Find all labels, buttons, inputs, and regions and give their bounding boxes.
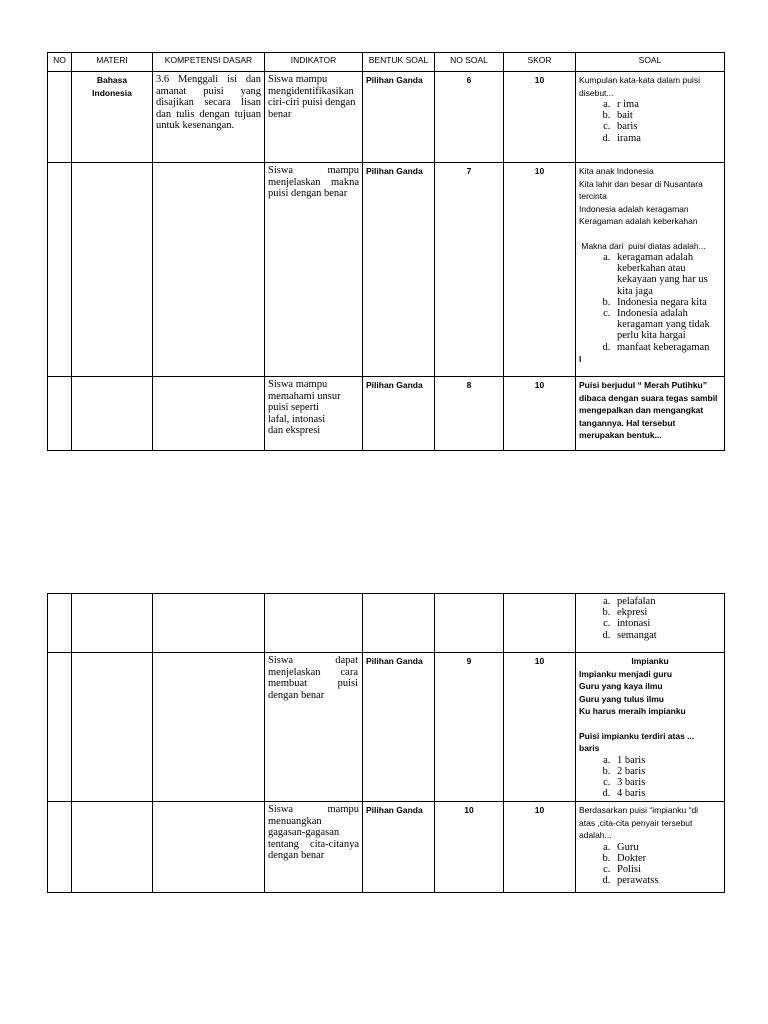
cell-soal [576, 377, 725, 451]
header-bentuk-soal: BENTUK SOAL [363, 53, 435, 72]
cell-materi [72, 594, 153, 653]
poem-line: tercinta [579, 191, 607, 201]
header-indikator: INDIKATOR [265, 53, 363, 72]
poem-line: Kita lahir dan besar di Nusantara [579, 178, 703, 189]
answer-options [579, 596, 721, 641]
answer-option: b. 2 baris [613, 766, 721, 777]
cell-materi [72, 653, 153, 802]
cell-indikator: Siswa mampu memahami unsur puisi seperti lafal, intonasi dan ekspresi [265, 377, 363, 451]
cell-kompetensi-dasar [153, 163, 265, 377]
cell-bentuk-soal [363, 594, 435, 653]
soal-line: tangannya. Hal tersebut [579, 417, 676, 428]
cell-bentuk-soal: Pilihan Ganda [363, 72, 435, 163]
answer-option: a. pelafalan [613, 596, 721, 607]
question-grid-table-2 [47, 593, 725, 893]
soal-line: Kumpulan kata-kata dalam puisi [579, 75, 700, 85]
cell-skor: 10 [504, 377, 576, 451]
answer-option: b. Indonesia negara kita [613, 297, 717, 308]
header-row [48, 53, 725, 72]
cell-kompetensi-dasar [153, 653, 265, 802]
poem-title: Impianku [631, 656, 669, 666]
answer-option: d. semangat [613, 630, 721, 641]
cell-soal [576, 594, 725, 653]
answer-option: a. 1 baris [613, 755, 721, 766]
cell-soal [576, 163, 725, 377]
cell-no-soal: 7 [435, 163, 504, 377]
cell-no [48, 163, 72, 377]
cell-no-soal: 10 [435, 802, 504, 893]
poem-line: Kita anak Indonesia [579, 166, 654, 176]
cell-skor [504, 594, 576, 653]
cell-kompetensi-dasar [153, 802, 265, 893]
answer-options [579, 99, 721, 144]
answer-option: a. Guru [613, 842, 721, 853]
answer-option: c. baris [613, 121, 721, 132]
answer-option: a. r ima [613, 99, 721, 110]
poem-line: Indonesia adalah keragaman [579, 203, 689, 214]
table-row [48, 594, 725, 653]
answer-option: b. bait [613, 110, 721, 121]
answer-options [579, 755, 721, 800]
soal-line: Puisi berjudul “ Merah Putihku” [579, 380, 707, 390]
soal-line: dibaca dengan suara tegas sambil [579, 392, 718, 403]
header-kompetensi-dasar: KOMPETENSI DASAR [153, 53, 265, 72]
soal-line: atas ,cita-cita penyair tersebut [579, 817, 693, 828]
soal-line: adalah... [579, 830, 612, 841]
poem-line: Ku harus meraih impianku [579, 706, 686, 716]
header-materi: MATERI [72, 53, 153, 72]
header-no-soal: NO SOAL [435, 53, 504, 72]
cell-indikator: Siswa mampu mengidentifikasikan ciri-ciri puisi dengan benar [265, 72, 363, 163]
cell-skor: 10 [504, 72, 576, 163]
table-row [48, 72, 725, 163]
soal-line: merupakan bentuk... [579, 430, 662, 440]
answer-option: c. Polisi [613, 864, 721, 875]
poem-line: Impianku menjadi guru [579, 668, 673, 679]
answer-option: c. 3 baris [613, 777, 721, 788]
answer-option: d. manfaat keberagaman [613, 342, 717, 353]
cell-no-soal: 6 [435, 72, 504, 163]
table-row [48, 802, 725, 893]
cell-indikator: Siswa mampu menjelaskan makna puisi dengan benar [265, 163, 363, 377]
answer-option: d. irama [613, 133, 721, 144]
cell-indikator [265, 594, 363, 653]
cell-no [48, 594, 72, 653]
table-row [48, 653, 725, 802]
cell-skor: 10 [504, 802, 576, 893]
table-row [48, 163, 725, 377]
question-text: baris [579, 743, 600, 753]
answer-option: a. keragaman adalah keberkahan atau kekayaan yang har us kita jaga [613, 252, 717, 297]
answer-option: d. perawatss [613, 875, 721, 886]
header-soal: SOAL [576, 53, 725, 72]
cell-materi [72, 377, 153, 451]
cell-bentuk-soal: Pilihan Ganda [363, 653, 435, 802]
cell-kompetensi-dasar: 3.6 Menggali isi dan amanat puisi yang disajikan secara lisan dan tulis dengan tujuan untuk kesenangan. [153, 72, 265, 163]
cell-no [48, 72, 72, 163]
answer-options [579, 252, 721, 353]
cell-kompetensi-dasar [153, 377, 265, 451]
cell-soal [576, 802, 725, 893]
cell-indikator: Siswa dapat menjelaskan cara membuat puisi dengan benar [265, 653, 363, 802]
cell-no-soal [435, 594, 504, 653]
cell-skor: 10 [504, 163, 576, 377]
soal-line: disebut... [579, 87, 614, 98]
cell-no [48, 653, 72, 802]
poem-line: Guru yang kaya ilmu [579, 681, 663, 691]
question-text: Makna dari puisi diatas adalah... [579, 240, 706, 251]
question-grid-table-1 [47, 52, 725, 451]
cell-no [48, 377, 72, 451]
cell-soal [576, 653, 725, 802]
cell-bentuk-soal: Pilihan Ganda [363, 377, 435, 451]
answer-option: c. Indonesia adalah keragaman yang tidak perlu kita hargai [613, 308, 717, 342]
soal-line: Berdasarkan puisi “impianku “di [579, 805, 699, 816]
cell-materi [72, 163, 153, 377]
header-skor: SKOR [504, 53, 576, 72]
cell-skor: 10 [504, 653, 576, 802]
cell-bentuk-soal: Pilihan Ganda [363, 163, 435, 377]
cell-no-soal: 8 [435, 377, 504, 451]
answer-options [579, 842, 721, 887]
answer-option: d. 4 baris [613, 788, 721, 799]
header-no: NO [48, 53, 72, 72]
question-text: Puisi impianku terdiri atas ... [579, 730, 695, 741]
cell-soal [576, 72, 725, 163]
cell-bentuk-soal: Pilihan Ganda [363, 802, 435, 893]
cell-materi: Bahasa Indonesia [72, 72, 153, 163]
table-row [48, 377, 725, 451]
cell-no [48, 802, 72, 893]
poem-line: Keragaman adalah keberkahan [579, 216, 698, 226]
soal-line: mengepalkan dan mengangkat [579, 405, 704, 415]
poem-line: Guru yang tulus ilmu [579, 693, 665, 704]
answer-option: b. Dokter [613, 853, 721, 864]
cell-indikator: Siswa mampu menuangkan gagasan-gagasan tentang cita-citanya dengan benar [265, 802, 363, 893]
answer-option: b. ekpresi [613, 607, 721, 618]
answer-option: c. intonasi [613, 618, 721, 629]
trailing-text: l [579, 353, 582, 364]
cell-kompetensi-dasar [153, 594, 265, 653]
cell-no-soal: 9 [435, 653, 504, 802]
cell-materi [72, 802, 153, 893]
